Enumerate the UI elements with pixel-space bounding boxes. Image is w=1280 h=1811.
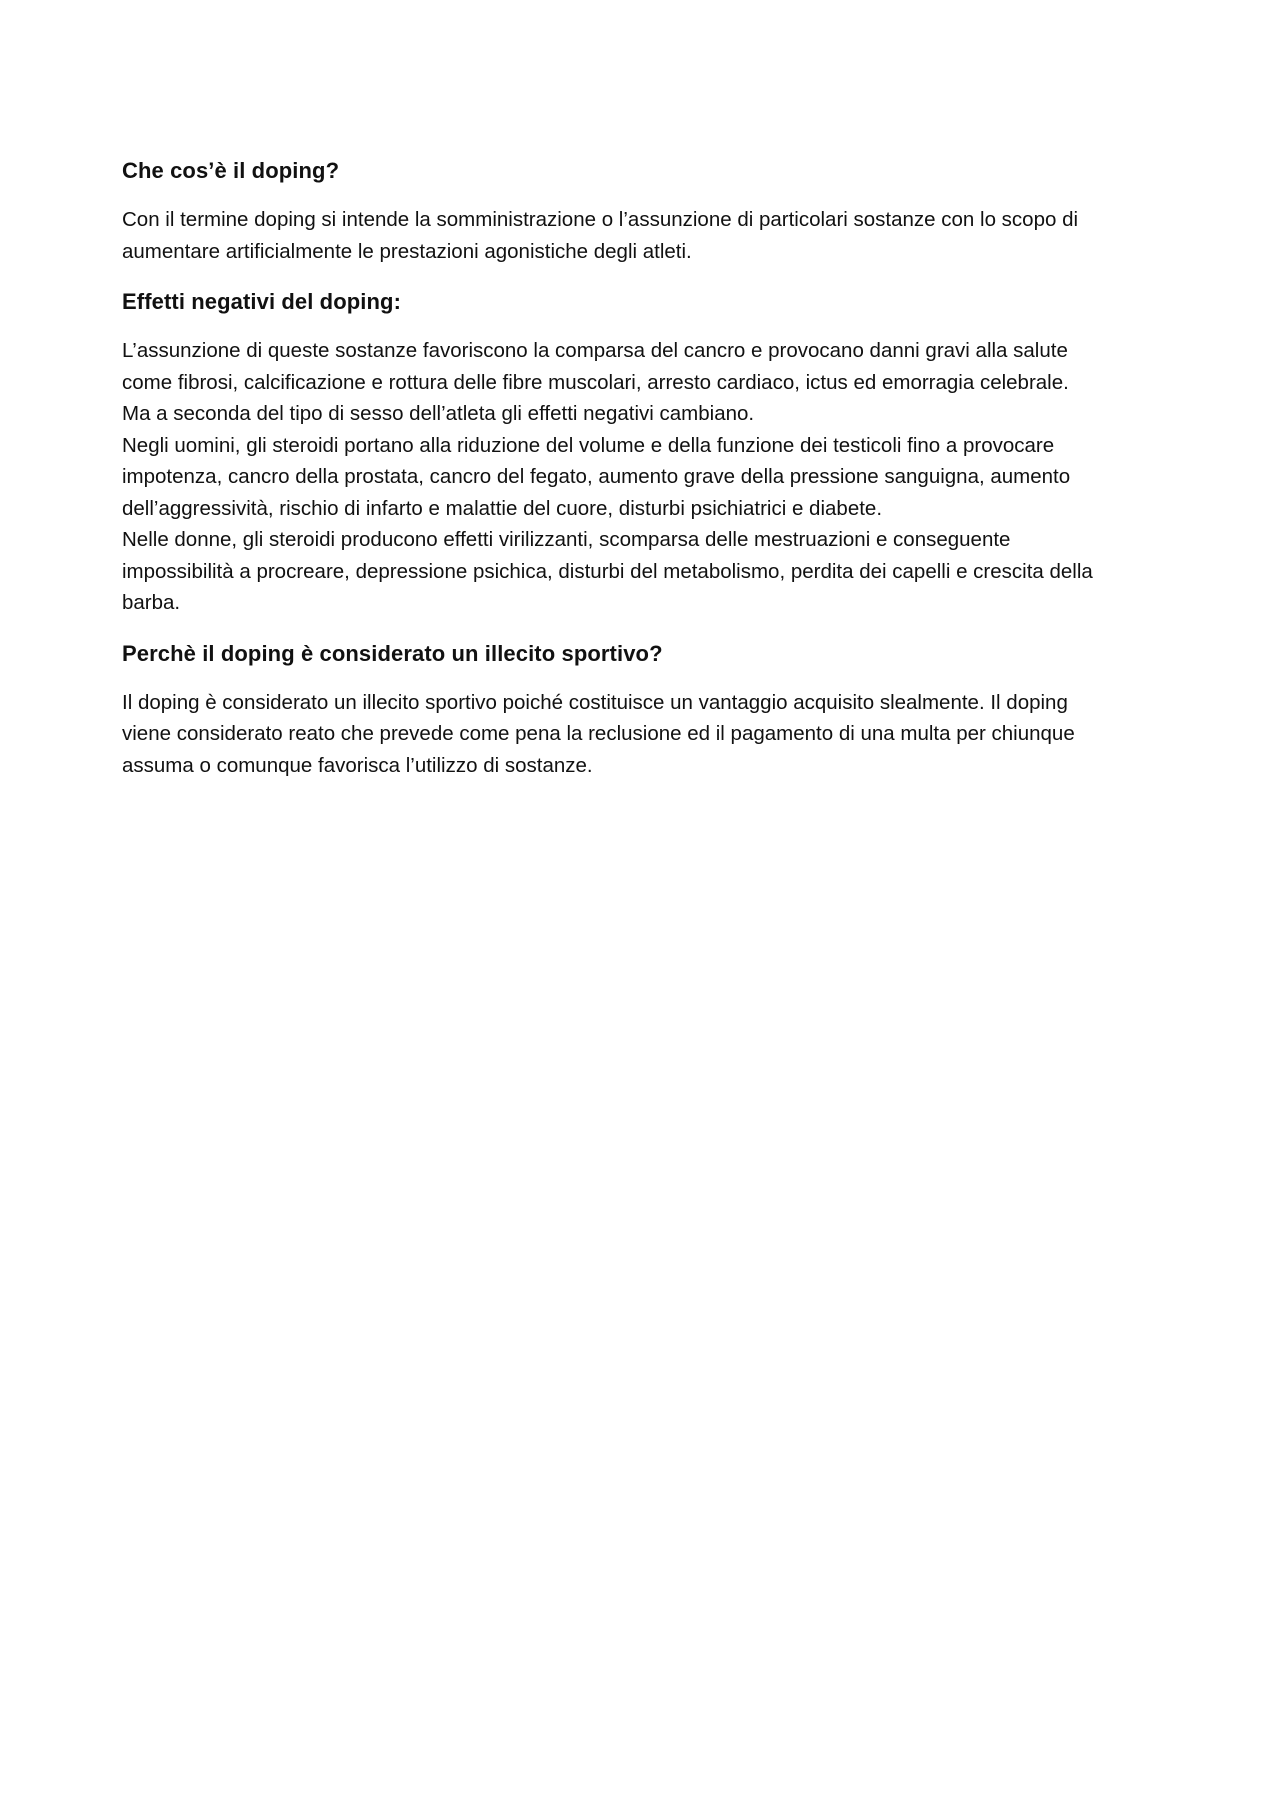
section-heading: Che cos’è il doping? — [122, 158, 340, 183]
text-line: aumentare artificialmente le prestazioni agonistiche degli atleti. — [122, 239, 692, 263]
text-line: assuma o comunque favorisca l’utilizzo di sostanze. — [122, 753, 593, 777]
text-line: barba. — [122, 591, 181, 614]
text-line: Ma a seconda del tipo di sesso dell’atleta gli effetti negativi cambiano. — [122, 402, 755, 425]
document-body — [122, 156, 1172, 801]
section-negative-effects — [122, 287, 1172, 619]
section-what-is-doping — [122, 156, 1172, 267]
text-line: viene considerato reato che prevede come pena la reclusione ed il pagamento di una multa per chiunque — [122, 722, 1075, 745]
section-paragraph — [122, 687, 1172, 782]
section-paragraph — [122, 335, 1172, 619]
text-line: Con il termine doping si intende la somministrazione o l’assunzione di particolari sostanze con lo scopo di — [122, 208, 1079, 231]
text-line: L’assunzione di queste sostanze favoriscono la comparsa del cancro e provocano danni gravi alla salute — [122, 339, 1068, 362]
text-line: Negli uomini, gli steroidi portano alla riduzione del volume e della funzione dei testicoli fino a provocare — [122, 433, 1055, 457]
section-heading: Effetti negativi del doping: — [122, 289, 402, 314]
text-line: impotenza, cancro della prostata, cancro del fegato, aumento grave della pressione sanguigna, aumento — [122, 465, 1071, 488]
section-paragraph — [122, 204, 1172, 267]
section-heading: Perchè il doping è considerato un illecito sportivo? — [122, 640, 663, 666]
text-line: dell’aggressività, rischio di infarto e malattie del cuore, disturbi psichiatrici e diabete. — [122, 496, 883, 520]
text-line: impossibilità a procreare, depressione psichica, disturbi del metabolismo, perdita dei capelli e crescita della — [122, 559, 1093, 583]
text-line: come fibrosi, calcificazione e rottura delle fibre muscolari, arresto cardiaco, ictus ed emorragia celebrale. — [122, 370, 1069, 394]
text-line: Nelle donne, gli steroidi producono effetti virilizzanti, scomparsa delle mestruazioni e conseguente — [122, 528, 1011, 551]
section-sporting-offence — [122, 639, 1172, 782]
text-line: Il doping è considerato un illecito sportivo poiché costituisce un vantaggio acquisito slealmente. Il doping — [122, 690, 1068, 714]
